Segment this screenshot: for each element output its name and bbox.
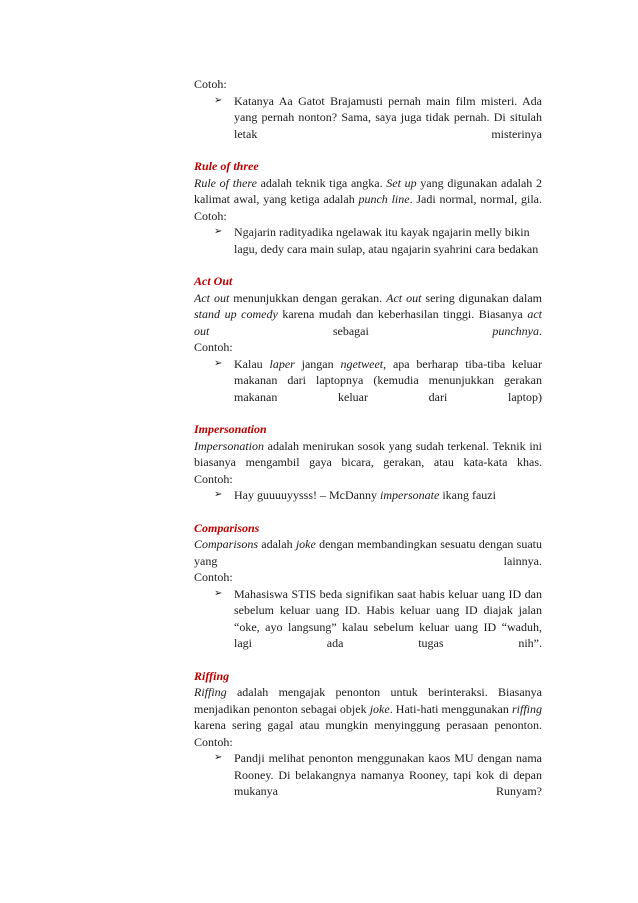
example-list: [194, 487, 542, 504]
arrowhead-bullet-icon: ➢: [214, 357, 223, 369]
list-item: ➢ Hay guuuuyysss! – McDanny impersonate ikang fauzi: [214, 488, 496, 502]
section-heading-comparisons: Comparisons: [194, 520, 260, 535]
example-label: Contoh:: [194, 570, 233, 584]
example-list: [194, 586, 542, 652]
example-label: Contoh:: [194, 471, 233, 486]
example-label: Cotoh:: [194, 208, 227, 223]
list-item: ➢ Pandji melihat penonton menggunakan kaos MU dengan nama Rooney. Di belakangnya namanya Rooney, tapi kok di depan mukanya Runyam?: [214, 751, 542, 798]
arrowhead-bullet-icon: ➢: [214, 489, 223, 500]
example-label: Cotoh:: [194, 77, 227, 91]
example-label: Contoh:: [194, 340, 233, 354]
example-list: [194, 750, 542, 800]
section-body: Comparisons adalah joke dengan membandingkan sesuatu dengan suatu yang lainnya.: [194, 537, 542, 568]
section-heading-act-out: Act Out: [194, 274, 233, 288]
example-list: [194, 93, 542, 143]
section-body: Riffing adalah mengajak penonton untuk berinteraksi. Biasanya menjadikan penonton sebagai objek joke. Hati-hati menggunakan riffing karena sering gagal atau mungkin menyinggung perasaan penonton.: [194, 685, 542, 732]
example-list: [194, 356, 542, 406]
example-label: Contoh:: [194, 734, 233, 749]
section-body: Impersonation adalah menirukan sosok yang sudah terkenal. Teknik ini biasanya mengambil gaya bicara, gerakan, atau kata-kata khas.: [194, 438, 542, 469]
section-body: Rule of there adalah teknik tiga angka. Set up yang digunakan adalah 2 kalimat awal, yang ketiga adalah punch line. Jadi normal, normal, gila.: [194, 175, 542, 206]
list-item: ➢ Mahasiswa STIS beda signifikan saat habis keluar uang ID dan sebelum keluar uang ID. Habis keluar uang ID diajak jalan “oke, ayo langsung” kalau sebelum keluar uang ID “waduh, lagi ada tugas nih”.: [214, 586, 542, 650]
arrowhead-bullet-icon: ➢: [214, 587, 223, 599]
list-item: ➢ Kalau laper jangan ngetweet, apa berharap tiba-tiba keluar makanan dari laptopnya (kemudia menunjukkan gerakan makanan keluar dari laptop): [214, 356, 543, 404]
list-item: ➢ Katanya Aa Gatot Brajamusti pernah main film misteri. Ada yang pernah nonton? Sama, saya juga tidak pernah. Di situlah letak misterinya: [214, 93, 542, 141]
arrowhead-bullet-icon: ➢: [214, 94, 223, 106]
arrowhead-bullet-icon: ➢: [214, 226, 223, 237]
section-heading-rule-of-three: Rule of three: [194, 159, 259, 173]
section-body: Act out menunjukkan dengan gerakan. Act out sering digunakan dalam stand up comedy karena mudah dan keberhasilan tinggi. Biasanya act out sebagai punchnya.: [194, 290, 542, 338]
section-heading-riffing: Riffing: [194, 668, 230, 683]
example-list: [194, 224, 542, 257]
document-page: [194, 76, 542, 800]
section-heading-impersonation: Impersonation: [194, 422, 267, 436]
arrowhead-bullet-icon: ➢: [214, 752, 223, 763]
list-item: ➢ Ngajarin radityadika ngelawak itu kayak ngajarin melly bikin lagu, dedy cara main sulap, atau ngajarin syahrini cara bedakan: [214, 225, 539, 256]
